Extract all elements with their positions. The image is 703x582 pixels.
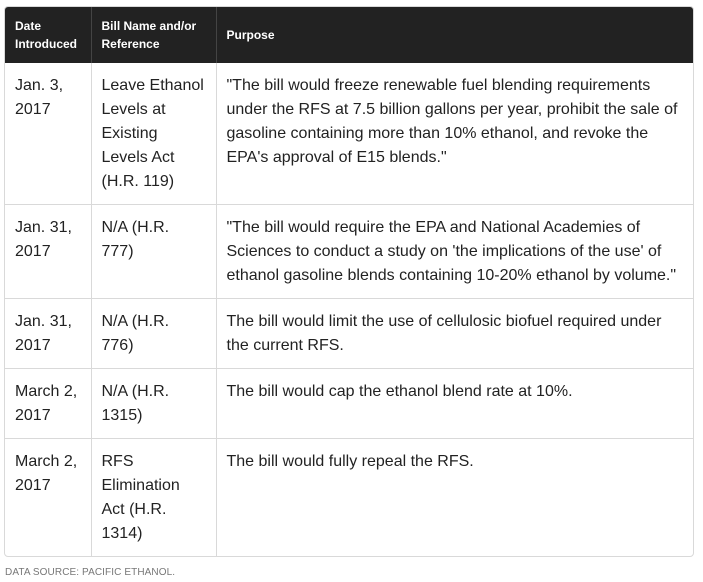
- cell-purpose: The bill would limit the use of cellulosic biofuel required under the current RFS.: [216, 299, 693, 369]
- cell-bill: N/A (H.R. 1315): [91, 369, 216, 439]
- cell-purpose: "The bill would require the EPA and National Academies of Sciences to conduct a study on 'the implications of the use' of ethanol gasoline blends containing 10-20% ethanol by volume.": [216, 205, 693, 299]
- cell-bill: RFS Elimination Act (H.R. 1314): [91, 439, 216, 557]
- table-row: [5, 205, 693, 299]
- cell-date: March 2, 2017: [5, 439, 91, 557]
- data-source-note: DATA SOURCE: PACIFIC ETHANOL.: [5, 567, 176, 578]
- table-row: [5, 369, 693, 439]
- header-bill-name: Bill Name and/or Reference: [91, 7, 216, 63]
- cell-date: Jan. 31, 2017: [5, 299, 91, 369]
- cell-bill: Leave Ethanol Levels at Existing Levels Act (H.R. 119): [91, 63, 216, 205]
- header-date-introduced: Date Introduced: [5, 7, 91, 63]
- header-purpose: Purpose: [216, 7, 693, 63]
- table-body: [5, 63, 693, 556]
- table-row: [5, 439, 693, 557]
- cell-date: Jan. 3, 2017: [15, 77, 64, 118]
- cell-date: Jan. 31, 2017: [5, 205, 91, 299]
- header-row: [5, 7, 693, 63]
- cell-purpose: The bill would cap the ethanol blend rate at 10%.: [216, 369, 693, 439]
- cell-bill: N/A (H.R. 776): [91, 299, 216, 369]
- cell-purpose: "The bill would freeze renewable fuel blending requirements under the RFS at 7.5 billion gallons per year, prohibit the sale of gasoline containing more than 10% ethanol, and revoke the EPA's approval of E15 blends.": [216, 63, 693, 205]
- bills-table: [5, 7, 693, 556]
- cell-date: March 2, 2017: [5, 369, 91, 439]
- table-header: [5, 7, 693, 63]
- cell-purpose: The bill would fully repeal the RFS.: [216, 439, 693, 557]
- bills-table-container: [4, 6, 694, 557]
- table-row: [5, 299, 693, 369]
- table-row: [5, 63, 693, 205]
- cell-bill: N/A (H.R. 777): [91, 205, 216, 299]
